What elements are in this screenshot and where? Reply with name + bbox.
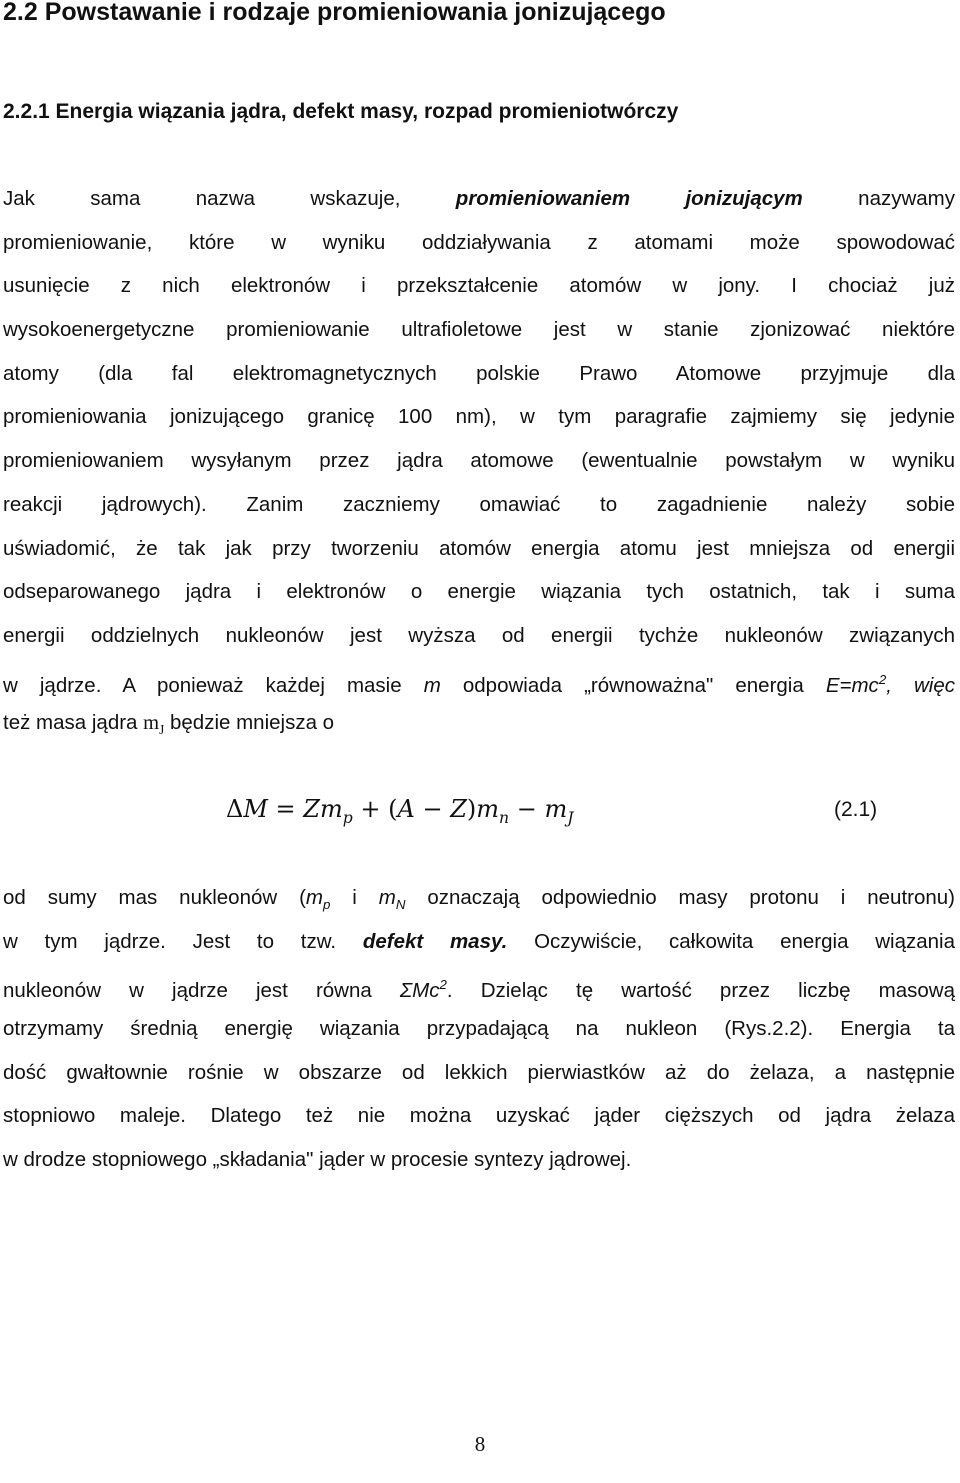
text-line: od sumy mas nukleonów ($m_p$ i $m_N$ oznaczają odpowiednio masy protonu i neutronu) xyxy=(3,886,956,913)
section-heading: 2.2 Powstawanie i rodzaje promieniowania jonizującego xyxy=(3,0,666,26)
text-line: stopniowo maleje. Dlatego też nie można uzyskać jąder cięższych od jądra żelaza xyxy=(3,1104,955,1128)
text-line: dość gwałtownie rośnie w obszarze od lekkich pierwiastków aż do żelaza, a następnie xyxy=(3,1060,955,1084)
text-line: usunięcie z nich elektronów i przekształcenie atomów w jony. I chociaż już xyxy=(3,274,955,298)
equation-number: (2.1) xyxy=(834,798,878,821)
text-line: odseparowanego jądra i elektronów o energie wiązania tych ostatnich, tak i suma xyxy=(3,580,955,604)
paragraph-intro xyxy=(3,177,955,745)
text-line: atomy (dla fal elektromagnetycznych polskie Prawo Atomowe przyjmuje dla xyxy=(3,361,955,385)
text-line: nukleonów w jądrze jest równa ΣMc$^2$. Dzieląc tę wartość przez liczbę masową xyxy=(3,977,955,1003)
text-line: promieniowanie, które w wyniku oddziaływania z atomami może spowodować xyxy=(3,230,955,254)
text-line: w tym jądrze. Jest to tzw. defekt masy. Oczywiście, całkowita energia wiązania xyxy=(3,929,955,953)
text-line: energii oddzielnych nukleonów jest wyższa od energii tychże nukleonów związanych xyxy=(3,623,955,647)
paragraph-defect xyxy=(3,876,955,1182)
text-line: Jak sama nazwa wskazuje, promieniowaniem jonizującym nazywamy xyxy=(3,187,956,210)
emphasis-term: defekt masy. xyxy=(362,929,508,953)
text-line: też masa jądra $m_J$ będzie mniejsza o xyxy=(3,711,335,738)
text-line: wysokoenergetyczne promieniowanie ultrafioletowe jest w stanie zjonizować niektóre xyxy=(3,318,955,342)
page-number: 8 xyxy=(474,1432,486,1456)
text-line: uświadomić, że tak jak przy tworzeniu atomów energia atomu jest mniejsza od energii xyxy=(3,536,955,560)
subsection-heading: 2.2.1 Energia wiązania jądra, defekt masy, rozpad promieniotwórczy xyxy=(3,100,679,123)
text-line: reakcji jądrowych). Zanim zaczniemy omawiać to zagadnienie należy sobie xyxy=(3,492,955,516)
text-line: promieniowania jonizującego granicę 100 nm), w tym paragrafie zajmiemy się jedynie xyxy=(3,405,955,429)
text-line: w jądrze. A ponieważ każdej masie m odpowiada „równoważna" energia $E=mc^2$, więc xyxy=(3,671,955,697)
text-line: promieniowaniem wysyłanym przez jądra atomowe (ewentualnie powstałym w wyniku xyxy=(3,449,955,473)
text-line: w drodze stopniowego „składania" jąder w procesie syntezy jądrowej. xyxy=(3,1148,632,1172)
emphasis-term: promieniowaniem jonizującym xyxy=(455,187,803,210)
equation-2-1: $\Delta M = Zm_p + (A - Z)m_n - m_J$ xyxy=(226,795,574,827)
text-line: otrzymamy średnią energię wiązania przypadającą na nukleon (Rys.2.2). Energia ta xyxy=(3,1017,955,1041)
